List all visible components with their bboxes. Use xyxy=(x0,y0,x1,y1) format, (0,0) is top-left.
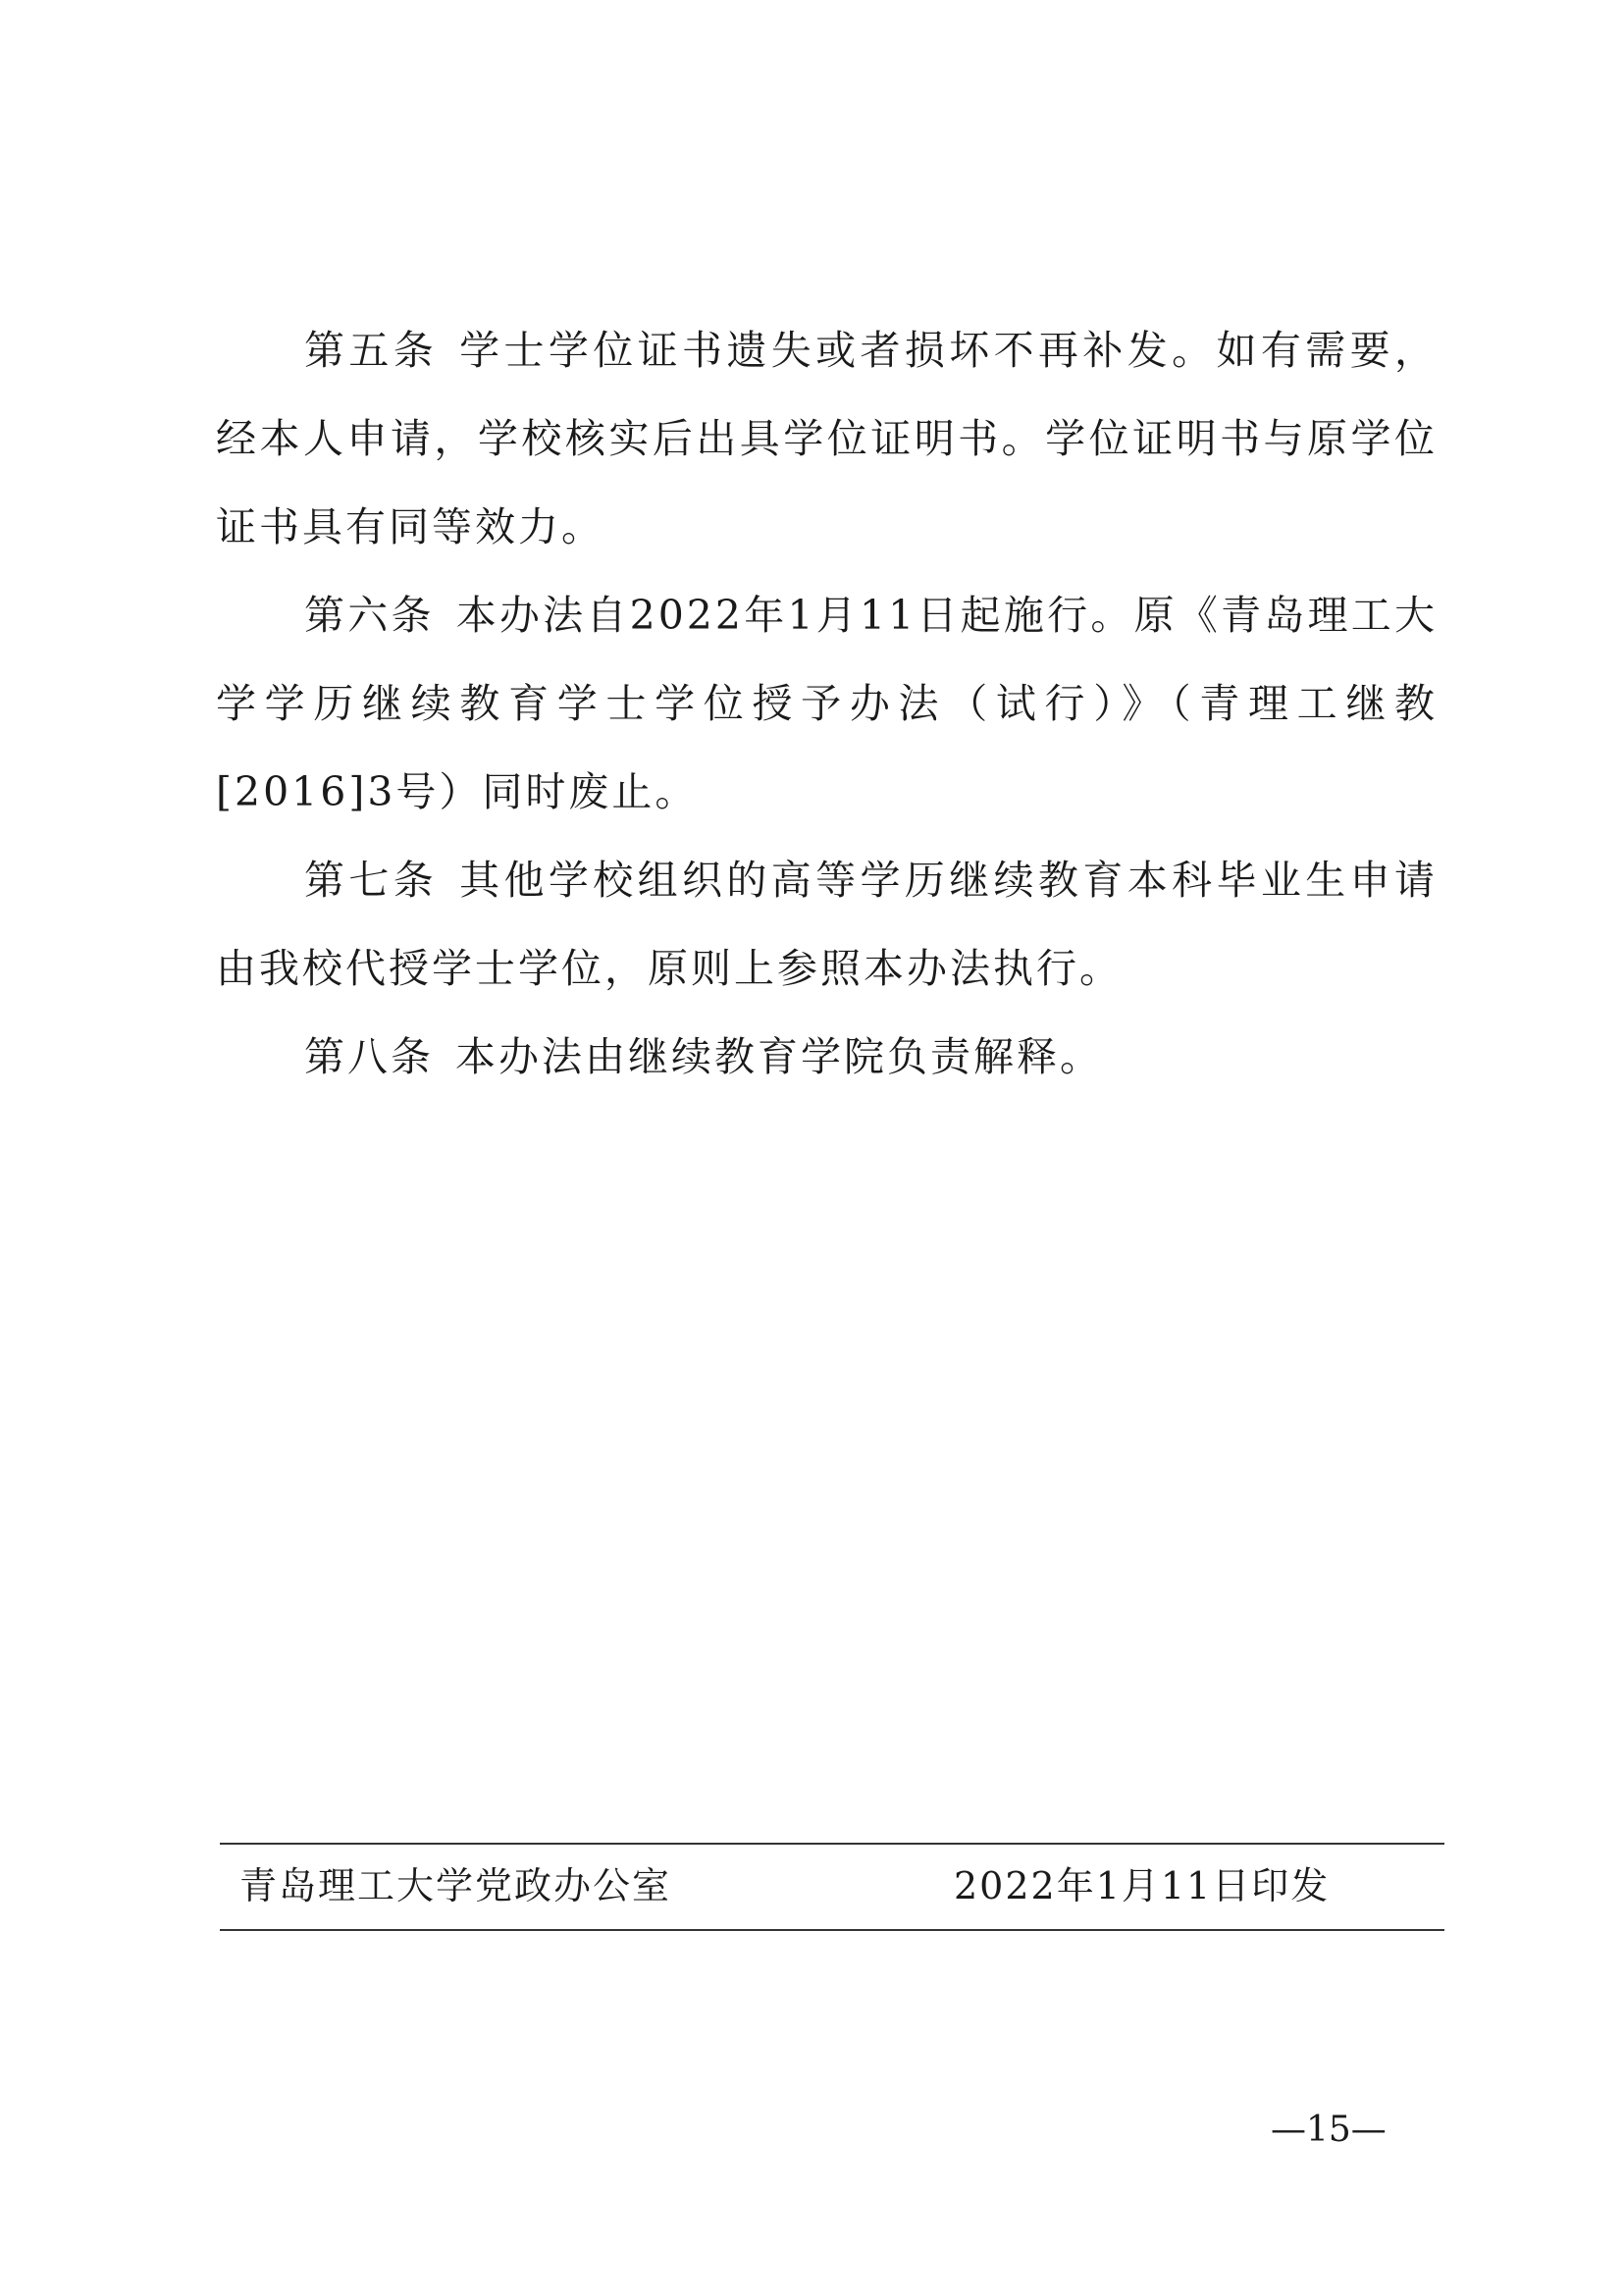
article-number: 第八条 xyxy=(304,1033,434,1080)
footer-bottom-rule xyxy=(220,1929,1444,1931)
article-text: 学士学位证书遗失或者损坏不再补发。如有需要，经本人申请，学校核实后出具学位证明书。学位证明书与原学位证书具有同等效力。 xyxy=(216,327,1438,550)
article-text: 其他学校组织的高等学历继续教育本科毕业生申请由我校代授学士学位，原则上参照本办法执行。 xyxy=(216,857,1438,992)
article-6 xyxy=(216,571,1438,836)
footer-top-rule xyxy=(220,1843,1444,1845)
article-text: 本办法自2022年1月11日起施行。原《青岛理工大学学历继续教育学士学位授予办法（试行）》（青理工继教[2016]3号）同时废止。 xyxy=(216,592,1438,815)
footer-issuer: 青岛理工大学党政办公室 xyxy=(239,1864,672,1907)
article-number: 第五条 xyxy=(304,327,439,374)
article-number: 第七条 xyxy=(304,857,439,904)
document-body xyxy=(216,306,1438,1101)
page-number: —15— xyxy=(1271,2110,1387,2150)
article-text: 本办法由继续教育学院负责解释。 xyxy=(455,1033,1103,1080)
footer-issue-date: 2022年1月11日印发 xyxy=(954,1864,1331,1907)
article-8 xyxy=(216,1013,1438,1101)
article-5 xyxy=(216,306,1438,571)
article-number: 第六条 xyxy=(304,592,435,639)
article-7 xyxy=(216,836,1438,1013)
